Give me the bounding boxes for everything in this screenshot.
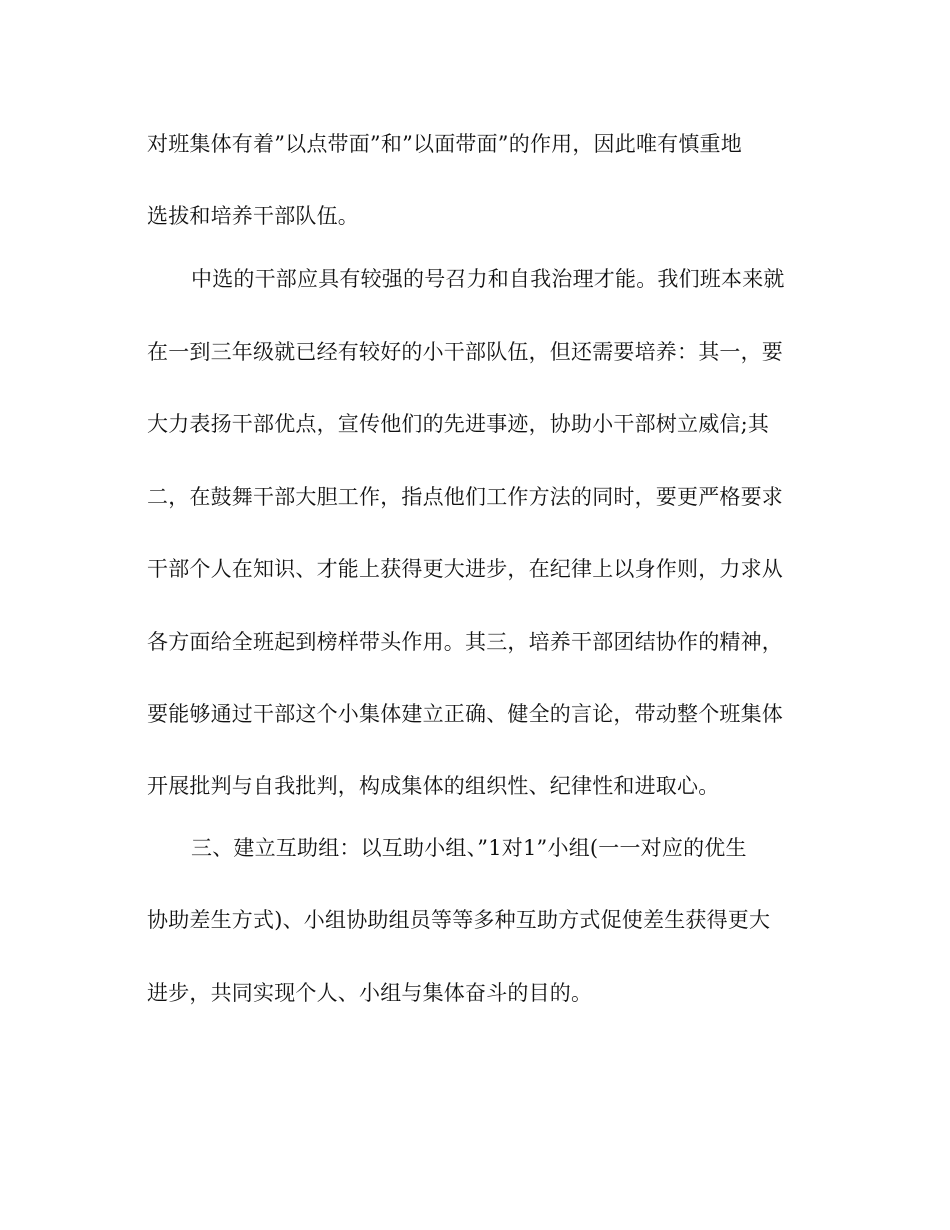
text-line-10: 开展批判与自我批判，构成集体的组织性、纪律性和进取心。 [147,774,720,798]
text-line-7: 干部个人在知识、才能上获得更大进步，在纪律上以身作则，力求从 [147,557,783,581]
text-line-12: 协助差生方式)、小组协助组员等等多种互助方式促使差生获得更大 [147,908,771,932]
text-line-11: 三、建立互助组：以互助小组、”1对1”小组(一一对应的优生 [191,836,747,860]
text-line-3: 中选的干部应具有较强的号召力和自我治理才能。我们班本来就 [191,267,785,291]
text-line-1: 对班集体有着”以点带面”和”以面带面”的作用，因此唯有慎重地 [147,132,742,156]
text-line-13: 进步，共同实现个人、小组与集体奋斗的目的。 [147,981,593,1005]
text-line-9: 要能够通过干部这个小集体建立正确、健全的言论，带动整个班集体 [147,702,783,726]
text-line-4: 在一到三年级就已经有较好的小干部队伍，但还需要培养：其一，要 [147,340,783,364]
text-line-8: 各方面给全班起到榜样带头作用。其三，培养干部团结协作的精神， [147,630,783,654]
text-line-5: 大力表扬干部优点，宣传他们的先进事迹，协助小干部树立威信;其 [147,412,770,436]
text-line-6: 二，在鼓舞干部大胆工作，指点他们工作方法的同时，要更严格要求 [147,485,783,509]
text-line-2: 选拔和培养干部队伍。 [147,204,359,228]
